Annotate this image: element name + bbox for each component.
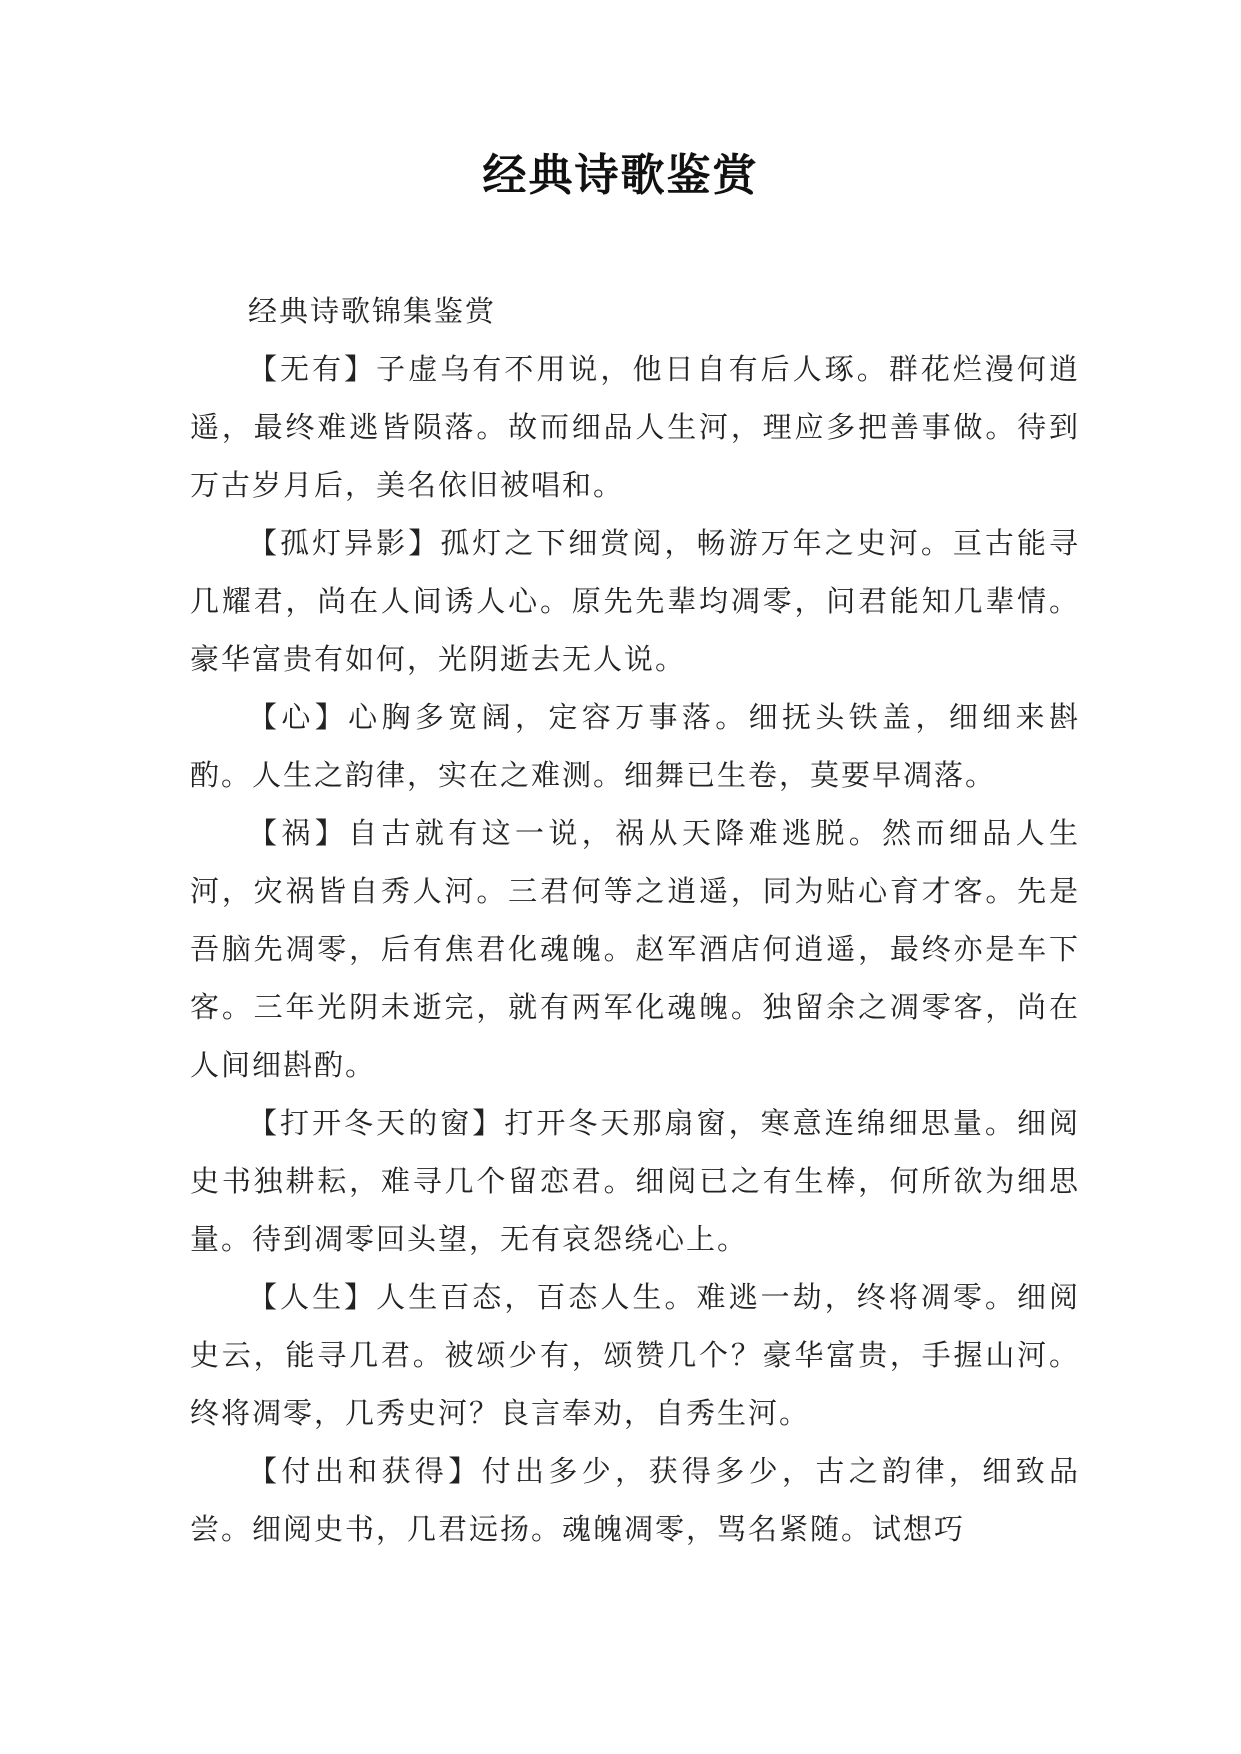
poem-paragraph: 【付出和获得】付出多少，获得多少，古之韵律，细致品尝。细阅史书，几君远扬。魂魄凋零，骂名紧随。试想巧: [190, 1454, 1080, 1546]
poem-paragraph: 【无有】子虚乌有不用说，他日自有后人琢。群花烂漫何逍遥，最终难逃皆陨落。故而细品人生河，理应多把善事做。待到万古岁月后，美名依旧被唱和。: [190, 352, 1080, 502]
subtitle-paragraph: 经典诗歌锦集鉴赏: [248, 294, 497, 328]
document-body: [190, 282, 1080, 1558]
poem-paragraph: 【祸】自古就有这一说，祸从天降难逃脱。然而细品人生河，灾祸皆自秀人河。三君何等之逍遥，同为贴心育才客。先是吾脑先凋零，后有焦君化魂魄。赵军酒店何逍遥，最终亦是车下客。三年光阴未逝完，就有两军化魂魄。独留余之凋零客，尚在人间细斟酌。: [190, 816, 1080, 1082]
poem-paragraph: 【打开冬天的窗】打开冬天那扇窗，寒意连绵细思量。细阅史书独耕耘，难寻几个留恋君。细阅已之有生棒，何所欲为细思量。待到凋零回头望，无有哀怨绕心上。: [190, 1106, 1080, 1256]
document-title: 经典诗歌鉴赏: [482, 150, 759, 201]
poem-paragraph: 【心】心胸多宽阔，定容万事落。细抚头铁盖，细细来斟酌。人生之韵律，实在之难测。细舞已生卷，莫要早凋落。: [190, 700, 1080, 792]
poem-paragraph: 【人生】人生百态，百态人生。难逃一劫，终将凋零。细阅史云，能寻几君。被颂少有，颂赞几个？豪华富贵，手握山河。终将凋零，几秀史河？良言奉劝，自秀生河。: [190, 1280, 1080, 1430]
poem-paragraph: 【孤灯异影】孤灯之下细赏阅，畅游万年之史河。亘古能寻几耀君，尚在人间诱人心。原先先辈均凋零，问君能知几辈情。豪华富贵有如何，光阴逝去无人说。: [190, 526, 1080, 676]
